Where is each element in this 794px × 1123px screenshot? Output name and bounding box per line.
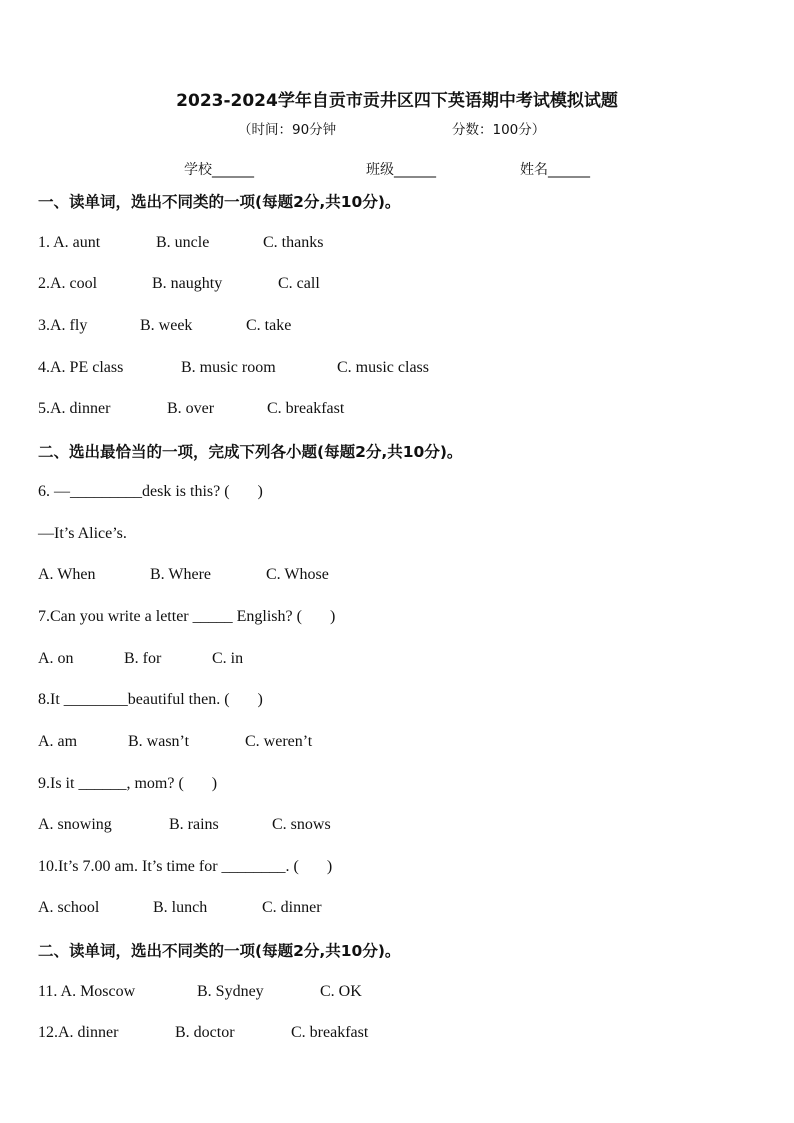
name-field: 姓名______ xyxy=(520,162,590,178)
q1-option-b: B. uncle xyxy=(156,234,210,251)
q4-option-a: 4.A. PE class xyxy=(38,359,124,376)
q4-option-b: B. music room xyxy=(181,359,276,376)
q11-option-c: C. OK xyxy=(320,983,362,1000)
q2-option-c: C. call xyxy=(278,275,320,292)
q9-option-a: A. snowing xyxy=(38,816,112,833)
q2-option-a: 2.A. cool xyxy=(38,275,98,292)
section-1-heading: 一、读单词，选出不同类的一项(每题2分,共10分)。 xyxy=(38,193,401,211)
q8-option-a: A. am xyxy=(38,733,78,750)
q9-stem: 9.Is it ______, mom? ( ) xyxy=(38,775,218,792)
q10-option-a: A. school xyxy=(38,899,100,916)
q7-option-b: B. for xyxy=(124,650,162,667)
q12-option-b: B. doctor xyxy=(175,1024,235,1041)
q12-option-c: C. breakfast xyxy=(291,1024,369,1041)
q9-option-c: C. snows xyxy=(272,816,331,833)
exam-score: 分数：100分） xyxy=(452,122,546,138)
q7-stem: 7.Can you write a letter _____ English? ( ) xyxy=(38,608,336,625)
q6-option-c: C. Whose xyxy=(266,566,329,583)
page-title: 2023-2024学年自贡市贡井区四下英语期中考试模拟试题 xyxy=(176,91,618,111)
school-field: 学校______ xyxy=(184,162,254,178)
q10-option-b: B. lunch xyxy=(153,899,208,916)
q6-reply: —It’s Alice’s. xyxy=(38,525,127,542)
q7-option-c: C. in xyxy=(212,650,244,667)
q6-option-a: A. When xyxy=(38,566,96,583)
exam-time: （时间：90分钟 xyxy=(238,122,337,138)
q6-stem: 6. —_________desk is this? ( ) xyxy=(38,483,263,500)
class-field: 班级______ xyxy=(366,162,436,178)
q11-option-b: B. Sydney xyxy=(197,983,264,1000)
q6-option-b: B. Where xyxy=(150,566,212,583)
q10-option-c: C. dinner xyxy=(262,899,322,916)
q8-option-b: B. wasn’t xyxy=(128,733,190,750)
q7-option-a: A. on xyxy=(38,650,74,667)
q5-option-a: 5.A. dinner xyxy=(38,400,111,417)
section-3-heading: 二、读单词，选出不同类的一项(每题2分,共10分)。 xyxy=(38,942,401,960)
section-2-heading: 二、选出最恰当的一项，完成下列各小题(每题2分,共10分)。 xyxy=(38,443,463,461)
q8-stem: 8.It ________beautiful then. ( ) xyxy=(38,691,263,708)
q1-option-c: C. thanks xyxy=(263,234,324,251)
q3-option-c: C. take xyxy=(246,317,292,334)
q12-option-a: 12.A. dinner xyxy=(38,1024,119,1041)
q2-option-b: B. naughty xyxy=(152,275,223,292)
q3-option-b: B. week xyxy=(140,317,193,334)
q5-option-c: C. breakfast xyxy=(267,400,345,417)
q4-option-c: C. music class xyxy=(337,359,429,376)
q11-option-a: 11. A. Moscow xyxy=(38,983,136,1000)
q5-option-b: B. over xyxy=(167,400,215,417)
q9-option-b: B. rains xyxy=(169,816,219,833)
q1-option-a: 1. A. aunt xyxy=(38,234,101,251)
q3-option-a: 3.A. fly xyxy=(38,317,88,334)
q10-stem: 10.It’s 7.00 am. It’s time for ________. ( ) xyxy=(38,858,333,875)
q8-option-c: C. weren’t xyxy=(245,733,313,750)
